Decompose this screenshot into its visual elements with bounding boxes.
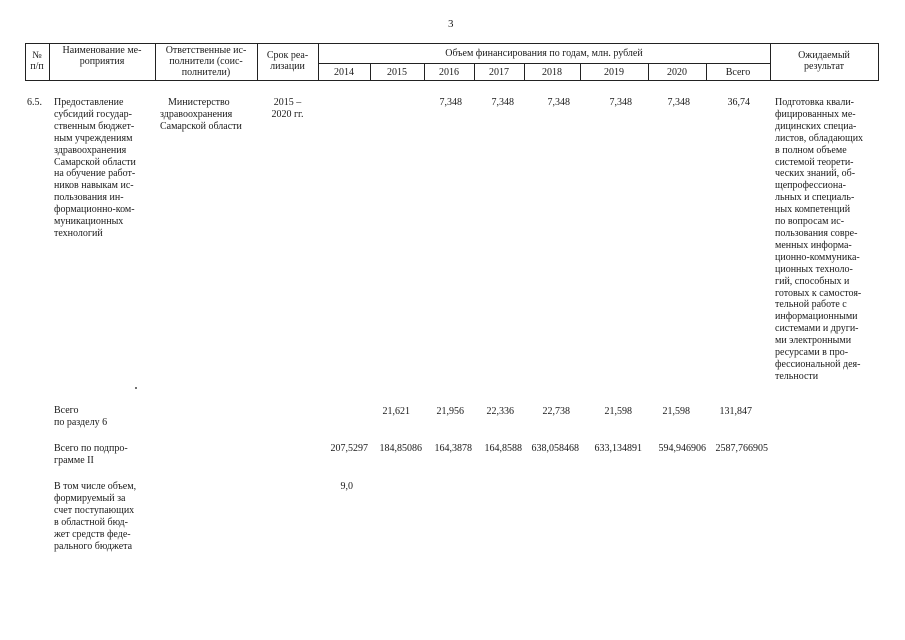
scan-speck [135, 387, 137, 389]
federal-budget-label [54, 481, 150, 552]
text-line: по вопросам ис- [775, 216, 845, 228]
header-year: 2018 [542, 67, 562, 78]
text-line: ционных техноло- [775, 263, 853, 275]
header-year: 2017 [489, 67, 509, 78]
header-year: 2019 [604, 67, 624, 78]
value-total: 36,74 [727, 97, 750, 108]
text-line: на обучение работ- [54, 168, 136, 180]
sub2-2014: 207,5297 [330, 443, 368, 454]
text-line: фессиональной дея- [775, 358, 861, 370]
federal-2014: 9,0 [340, 481, 353, 492]
sub2-total: 2587,766905 [715, 443, 768, 454]
total6-2018: 22,738 [542, 406, 570, 417]
sub2-2015: 184,85086 [379, 443, 422, 454]
header-year: 2015 [387, 67, 407, 78]
years-row-top-border [318, 63, 770, 64]
text-line: тельной работе с [775, 299, 847, 311]
text-line: пользования совре- [775, 227, 858, 239]
header-col-num: № п/п [30, 50, 44, 72]
text-line: муникационных [54, 216, 124, 228]
total-subprogram-label [54, 443, 150, 467]
value-2018: 7,348 [547, 97, 570, 108]
total6-2017: 22,336 [486, 406, 514, 417]
header-top-border [25, 43, 878, 44]
header-year: 2020 [667, 67, 687, 78]
value-2016: 7,348 [439, 97, 462, 108]
header-year-total: Всего [725, 67, 751, 78]
header-col-finance: Объем финансирования по годам, млн. рублей [445, 48, 643, 59]
header-year: 2016 [439, 67, 459, 78]
text-line: Подготовка квали- [775, 97, 854, 108]
text-line: здравоохранения [54, 144, 127, 156]
text-line: ми электронными [775, 335, 852, 347]
grid-line [878, 43, 879, 81]
text-line: льных и специаль- [775, 192, 855, 204]
text-line: Всего по подпро- [54, 443, 128, 454]
total6-2019: 21,598 [604, 406, 632, 417]
header-bottom-border [25, 80, 878, 81]
text-line: технологий [54, 227, 103, 239]
row-number: 6.5. [27, 97, 42, 108]
total6-2016: 21,956 [436, 406, 464, 417]
total6-2015: 21,621 [382, 406, 410, 417]
text-line: дицинских специа- [775, 120, 857, 132]
text-line: ных компетенций [775, 204, 851, 216]
text-line: субсидий государ- [54, 108, 132, 120]
header-col-term: Срок реа- лизации [266, 50, 309, 72]
text-line: гий, способных и [775, 275, 850, 287]
sub2-2019: 633,134891 [594, 443, 642, 454]
text-line: по разделу 6 [54, 416, 108, 428]
text-line: системами и други- [775, 323, 859, 335]
text-line: фицированных ме- [775, 108, 856, 120]
text-line: формируемый за [54, 492, 126, 504]
text-line: готовых к самостоя- [775, 287, 862, 299]
text-line: менных информа- [775, 239, 852, 251]
text-line: Самарской области [54, 156, 136, 168]
text-line: жет средств феде- [54, 528, 131, 540]
sub2-2016: 164,3878 [434, 443, 472, 454]
total6-total: 131,847 [719, 406, 752, 417]
value-2020: 7,348 [667, 97, 690, 108]
text-line: тельности [775, 370, 819, 382]
text-line: 2015 – [273, 97, 302, 108]
text-line: ционно-коммуника- [775, 251, 860, 263]
text-line: В том числе объем, [54, 481, 137, 492]
text-line: Министерство [168, 97, 230, 108]
page-number: 3 [448, 18, 454, 30]
text-line: системой теорети- [775, 156, 854, 168]
text-line: здравоохранения [160, 108, 233, 120]
implementation-term [257, 97, 318, 121]
text-line: рального бюджета [54, 540, 133, 552]
responsible-executor [160, 97, 256, 133]
header-year: 2014 [334, 67, 354, 78]
text-line: 2020 гг. [271, 108, 304, 120]
sub2-2018: 638,058468 [531, 443, 579, 454]
measure-name [54, 97, 152, 240]
text-line: в областной бюд- [54, 516, 128, 528]
text-line: ресурсами в про- [775, 347, 849, 359]
text-line: Самарской области [160, 120, 242, 132]
text-line: Всего [54, 405, 79, 416]
text-line: в полном объеме [775, 144, 847, 156]
expected-result [775, 97, 875, 383]
total-section-6-label [54, 405, 154, 429]
text-line: формационно-ком- [54, 204, 135, 216]
text-line: Предоставление [54, 97, 124, 108]
text-line: грамме II [54, 454, 94, 466]
text-line: щепрофессиона- [775, 180, 847, 192]
text-line: ческих знаний, об- [775, 168, 856, 180]
text-line: ным учреждениям [54, 132, 133, 144]
text-line: ственным бюджет- [54, 120, 135, 132]
text-line: информационными [775, 311, 858, 323]
sub2-2017: 164,8588 [484, 443, 522, 454]
text-line: счет поступающих [54, 504, 135, 516]
text-line: ников навыкам ис- [54, 180, 134, 192]
value-2017: 7,348 [491, 97, 514, 108]
header-col-responsible: Ответственные ис- полнители (соис- полнители) [165, 45, 247, 78]
header-col-result: Ожидаемый результат [798, 50, 850, 72]
sub2-2020: 594,946906 [658, 443, 706, 454]
value-2019: 7,348 [609, 97, 632, 108]
total6-2020: 21,598 [662, 406, 690, 417]
header-col-name: Наименование ме- роприятия [62, 45, 142, 67]
text-line: пользования ин- [54, 192, 124, 204]
text-line: листов, обладающих [775, 132, 864, 144]
